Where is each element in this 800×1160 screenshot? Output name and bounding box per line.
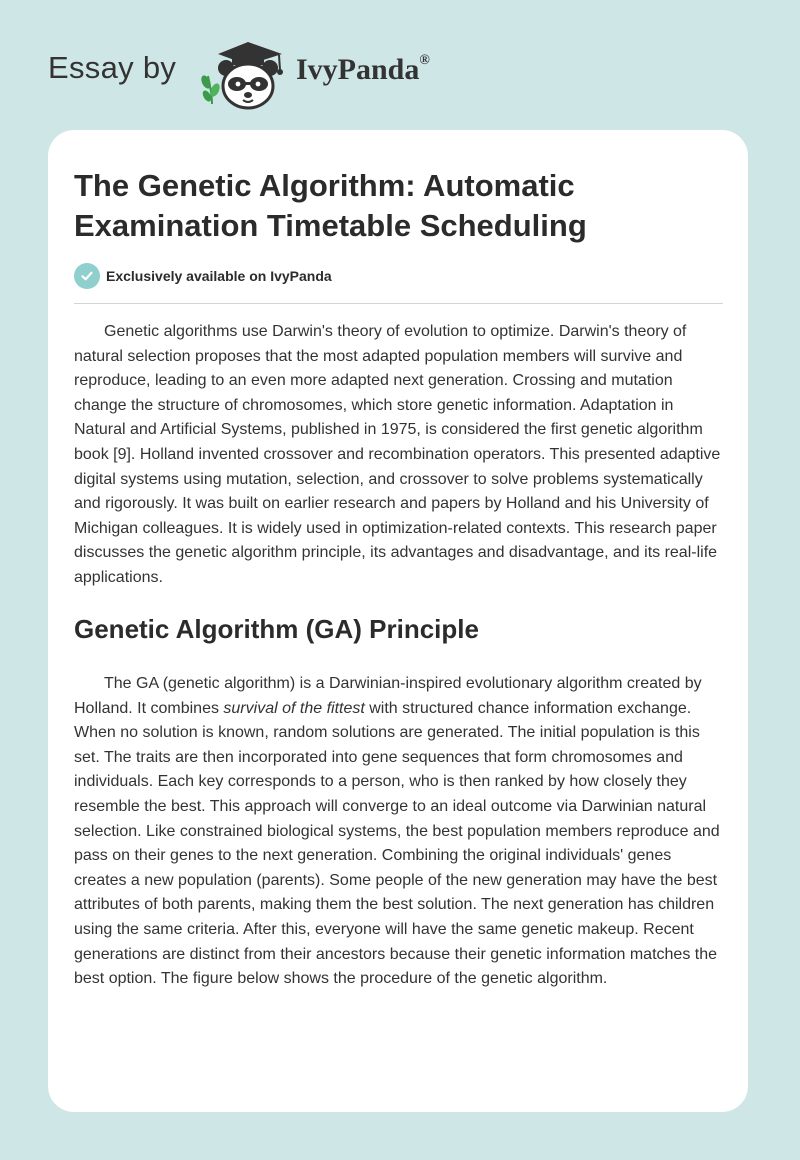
brand-name[interactable]: IvyPanda® — [296, 53, 430, 86]
site-header — [0, 0, 800, 120]
essay-by-label: Essay by — [48, 50, 177, 85]
registered-mark: ® — [419, 53, 430, 68]
principle-paragraph — [74, 672, 726, 992]
principle-paragraph-end: with structured chance information exchange. When no solution is known, random solutions are generated. The initial population is this set. The traits are then incorporated into gene sequences that form chromosomes and individuals. Each key corresponds to a person, who is then ranked by how closely they resemble the best. This approach will converge to an ideal outcome via Darwinian natural selection. Like constrained biological systems, the best population members reproduce and pass on their genes to the next generation. Combining the original individuals' genes creates a new population (parents). Some people of the new generation may have the best attributes of both parents, making them the best solution. The next generation has children using the same criteria. After this, everyone will have the same genetic makeup. Recent generations are distinct from their ancestors because their genetic information matches the best option. The figure below shows the procedure of the genetic algorithm. — [74, 699, 720, 988]
exclusive-badge — [74, 263, 332, 289]
page-title: The Genetic Algorithm: Automatic Examination Timetable Scheduling — [74, 168, 587, 243]
divider — [74, 303, 723, 304]
check-icon — [74, 263, 100, 289]
panda-graduate-icon[interactable] — [200, 32, 292, 112]
emphasis-text: survival of the fittest — [223, 699, 365, 717]
principle-paragraph-start: The GA (genetic algorithm) is a Darwinian-inspired evolutionary algorithm created by Holland. It combines — [74, 675, 702, 717]
intro-paragraph: Genetic algorithms use Darwin's theory of evolution to optimize. Darwin's theory of natural selection proposes that the most adapted population members will survive and reproduce, leading to an even more adapted next generation. Crossing and mutation change the structure of chromosomes, which store genetic information. Adaptation in Natural and Artificial Systems, published in 1975, is considered the first genetic algorithm book [9]. Holland invented crossover and recombination operators. This presented adaptive digital systems using mutation, selection, and crossover to solve problems systematically and rigorously. It was built on earlier research and papers by Holland and his University of Michigan colleagues. It is widely used in optimization-related contexts. This research paper discusses the genetic algorithm principle, its advantages and disadvantage, and its real-life applications. — [74, 323, 721, 586]
section-heading: Genetic Algorithm (GA) Principle — [74, 614, 479, 644]
article-card — [48, 130, 748, 1112]
exclusive-badge-label: Exclusively available on IvyPanda — [106, 268, 332, 284]
